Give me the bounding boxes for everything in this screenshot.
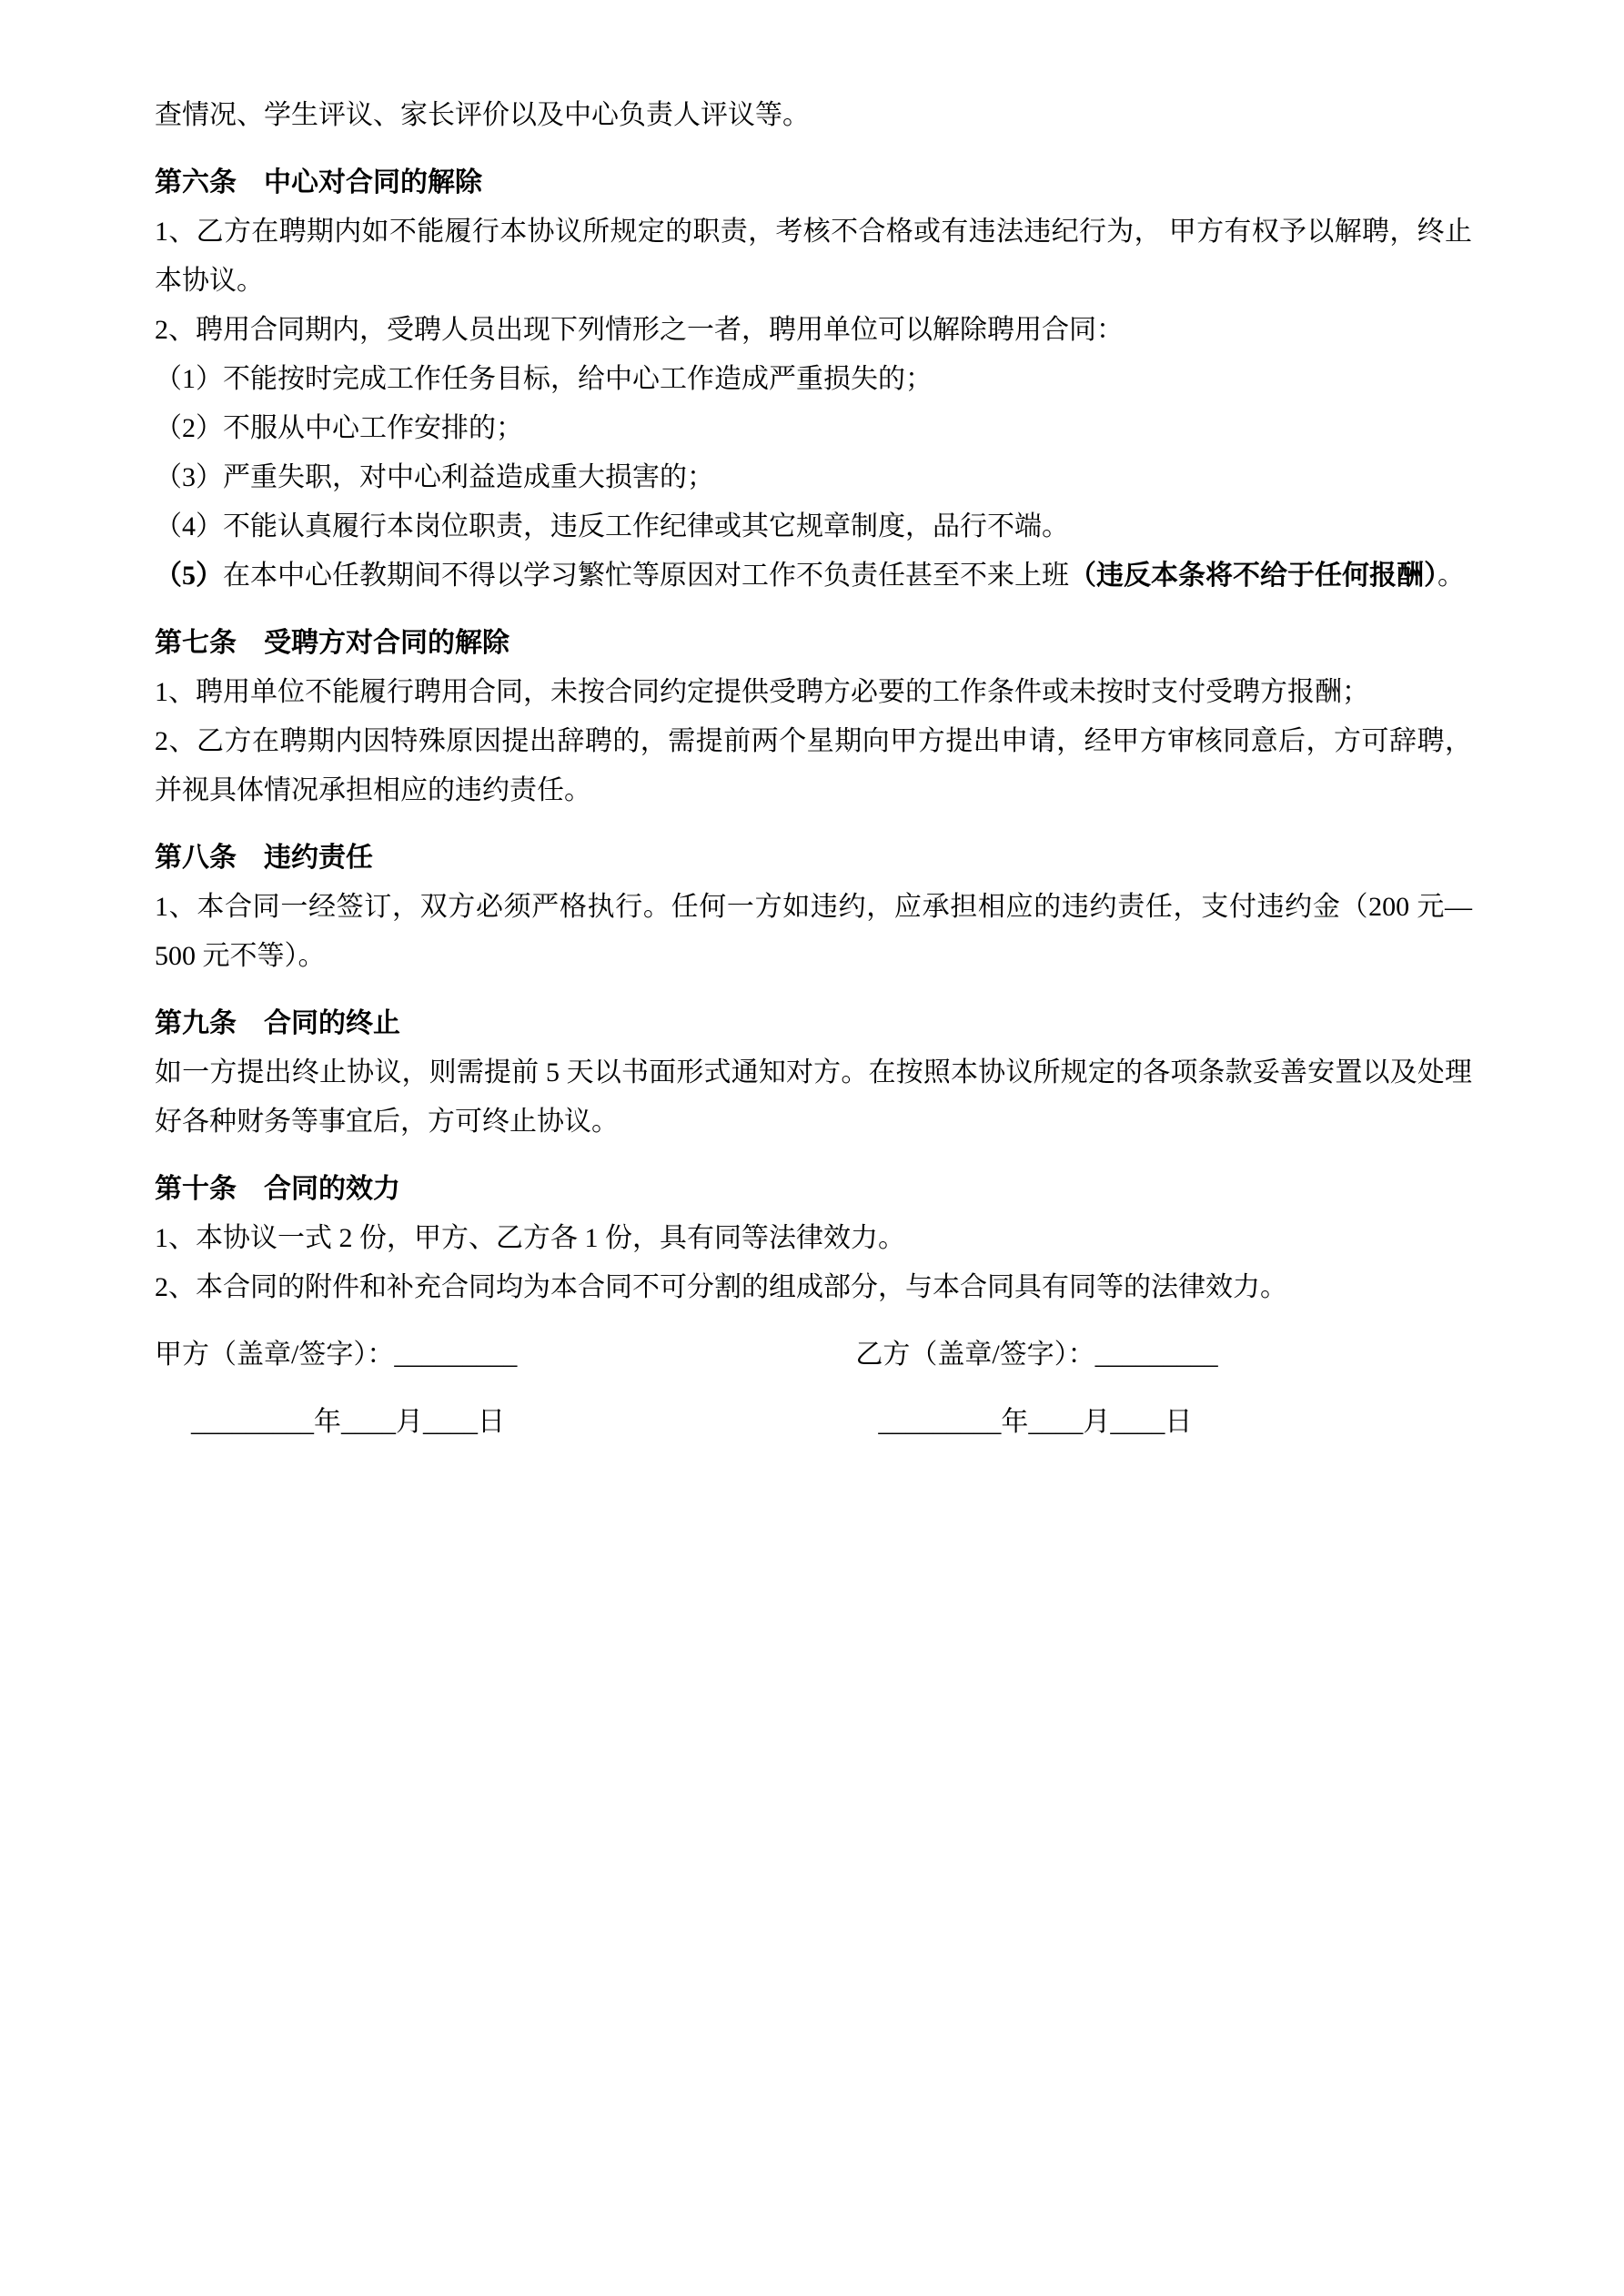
paragraph: （1）不能按时完成工作任务目标，给中心工作造成严重损失的； [155, 364, 933, 394]
party-b-date-line: _________年____月____日 [878, 1407, 1193, 1437]
section-heading: 第十条 合同的效力 [155, 1174, 400, 1204]
section-article-7 [155, 619, 1472, 815]
section-article-6 [155, 158, 1472, 601]
section-article-10 [155, 1165, 1472, 1312]
party-b-signature [855, 1330, 1472, 1380]
party-a-signature [155, 1330, 855, 1380]
paragraph-clause-5 [155, 551, 1472, 601]
paragraph: 如一方提出终止协议，则需提前 5 天以书面形式通知对方。在按照本协议所规定的各项条款妥善安置以及处理好各种财务等事宜后，方可终止协议。 [155, 1057, 1472, 1137]
paragraph: 1、聘用单位不能履行聘用合同，未按合同约定提供受聘方必要的工作条件或未按时支付受聘方报酬； [155, 677, 1369, 707]
section-article-8 [155, 834, 1472, 981]
paragraph: （3）严重失职，对中心利益造成重大损害的； [155, 462, 714, 492]
paragraph: 2、乙方在聘期内因特殊原因提出辞聘的，需提前两个星期向甲方提出申请，经甲方审核同意后，方可辞聘，并视具体情况承担相应的违约责任。 [155, 726, 1472, 805]
section-heading: 第六条 中心对合同的解除 [155, 167, 482, 197]
section-article-9 [155, 999, 1472, 1147]
section-heading: 第八条 违约责任 [155, 843, 373, 873]
signature-row [155, 1330, 1472, 1380]
section-heading: 第九条 合同的终止 [155, 1008, 400, 1038]
party-a-signature-blank: _________ [394, 1340, 518, 1370]
section-heading: 第七条 受聘方对合同的解除 [155, 628, 509, 658]
text-run: 在本中心任教期间不得以学习繁忙等原因对工作不负责任甚至不来上班 [223, 561, 1069, 591]
party-b-signature-blank: _________ [1094, 1340, 1218, 1370]
text-run: （违反本条将不给于任何报酬） [1069, 561, 1437, 591]
paragraph: 1、本协议一式 2 份，甲方、乙方各 1 份，具有同等法律效力。 [155, 1223, 905, 1253]
party-b-date [855, 1398, 1472, 1447]
party-a-signature-label: 甲方（盖章/签字）： [155, 1340, 395, 1370]
text-run: （5） [155, 561, 223, 591]
party-a-date-line: _________年____月____日 [191, 1407, 505, 1437]
paragraph-continuation: 查情况、学生评议、家长评价以及中心负责人评议等。 [155, 100, 810, 130]
paragraph: 2、聘用合同期内，受聘人员出现下列情形之一者，聘用单位可以解除聘用合同： [155, 315, 1124, 345]
paragraph: 2、本合同的附件和补充合同均为本合同不可分割的组成部分，与本合同具有同等的法律效力。 [155, 1272, 1287, 1302]
paragraph: 1、本合同一经签订，双方必须严格执行。任何一方如违约，应承担相应的违约责任，支付违约金（200 元—500 元不等）。 [155, 892, 1472, 971]
date-row [155, 1398, 1472, 1447]
paragraph: 1、乙方在聘期内如不能履行本协议所规定的职责，考核不合格或有违法违纪行为， 甲方有权予以解聘，终止本协议。 [155, 217, 1472, 296]
text-run: 。 [1437, 561, 1465, 591]
paragraph: （4）不能认真履行本岗位职责，违反工作纪律或其它规章制度，品行不端。 [155, 511, 1069, 541]
party-b-signature-label: 乙方（盖章/签字）： [855, 1340, 1095, 1370]
party-a-date [155, 1398, 855, 1447]
paragraph: （2）不服从中心工作安排的； [155, 413, 523, 443]
